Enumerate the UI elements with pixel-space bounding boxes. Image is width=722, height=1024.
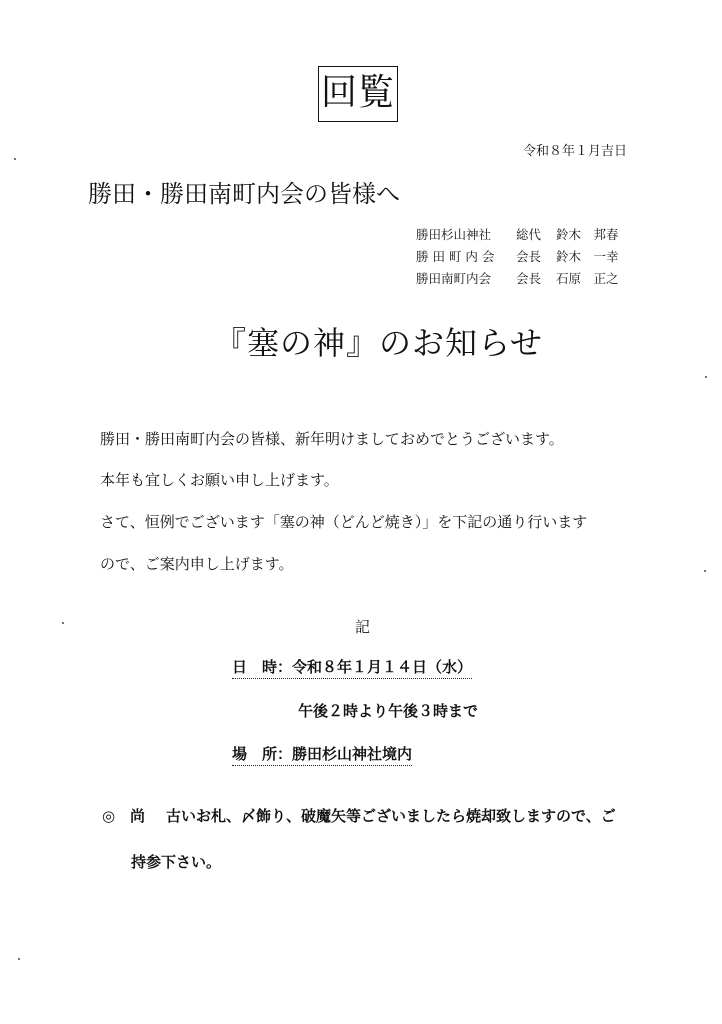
- event-time-range: 午後２時より午後３時まで: [298, 702, 479, 720]
- body-paragraph-line: ので、ご案内申し上げます。: [100, 555, 294, 573]
- recipient-line: 勝田・勝田南町内会の皆様へ: [88, 180, 400, 208]
- signer-row: [416, 224, 626, 246]
- signer-name: 鈴木 邦春: [556, 227, 619, 242]
- signer-org: 勝 田 町 内 会: [416, 249, 495, 264]
- body-paragraph-line: 勝田・勝田南町内会の皆様、新年明けましておめでとうございます。: [100, 430, 564, 448]
- double-circle-mark: ◎: [102, 807, 116, 825]
- signer-org: 勝田南町内会: [416, 271, 492, 286]
- note-line-2: 持参下さい。: [131, 853, 222, 871]
- scan-speck: [705, 376, 707, 378]
- scan-speck: [704, 570, 706, 572]
- signer-role: 会長: [516, 271, 542, 286]
- body-paragraph-line: さて、恒例でございます「塞の神（どんど焼き）」を下記の通り行います: [100, 513, 588, 531]
- ki-heading: 記: [355, 618, 371, 636]
- note-text: 古いお札、〆飾り、破魔矢等ございましたら焼却致しますので、ご: [166, 807, 616, 825]
- kairan-stamp-box: 回覧: [318, 66, 398, 122]
- note-label: 尚: [130, 807, 146, 825]
- event-datetime: 日 時：令和８年１月１４日（水）: [232, 656, 472, 679]
- notice-title: 『塞の神』のお知らせ: [214, 324, 544, 362]
- issue-date: 令和８年１月吉日: [523, 144, 628, 159]
- body-paragraph-line: 本年も宜しくお願い申し上げます。: [100, 471, 339, 489]
- scan-speck: [62, 622, 64, 624]
- signer-role: 総代: [516, 227, 542, 242]
- signer-name: 石原 正之: [556, 271, 619, 286]
- signer-row: [416, 268, 626, 290]
- signer-list: [416, 224, 626, 290]
- signer-role: 会長: [516, 249, 542, 264]
- scan-speck: [14, 158, 16, 160]
- signer-row: [416, 246, 626, 268]
- scan-speck: [18, 958, 20, 960]
- signer-name: 鈴木 一幸: [556, 249, 619, 264]
- note-line-1: [102, 805, 616, 826]
- signer-org: 勝田杉山神社: [416, 227, 492, 242]
- event-place: 場 所：勝田杉山神社境内: [232, 743, 412, 766]
